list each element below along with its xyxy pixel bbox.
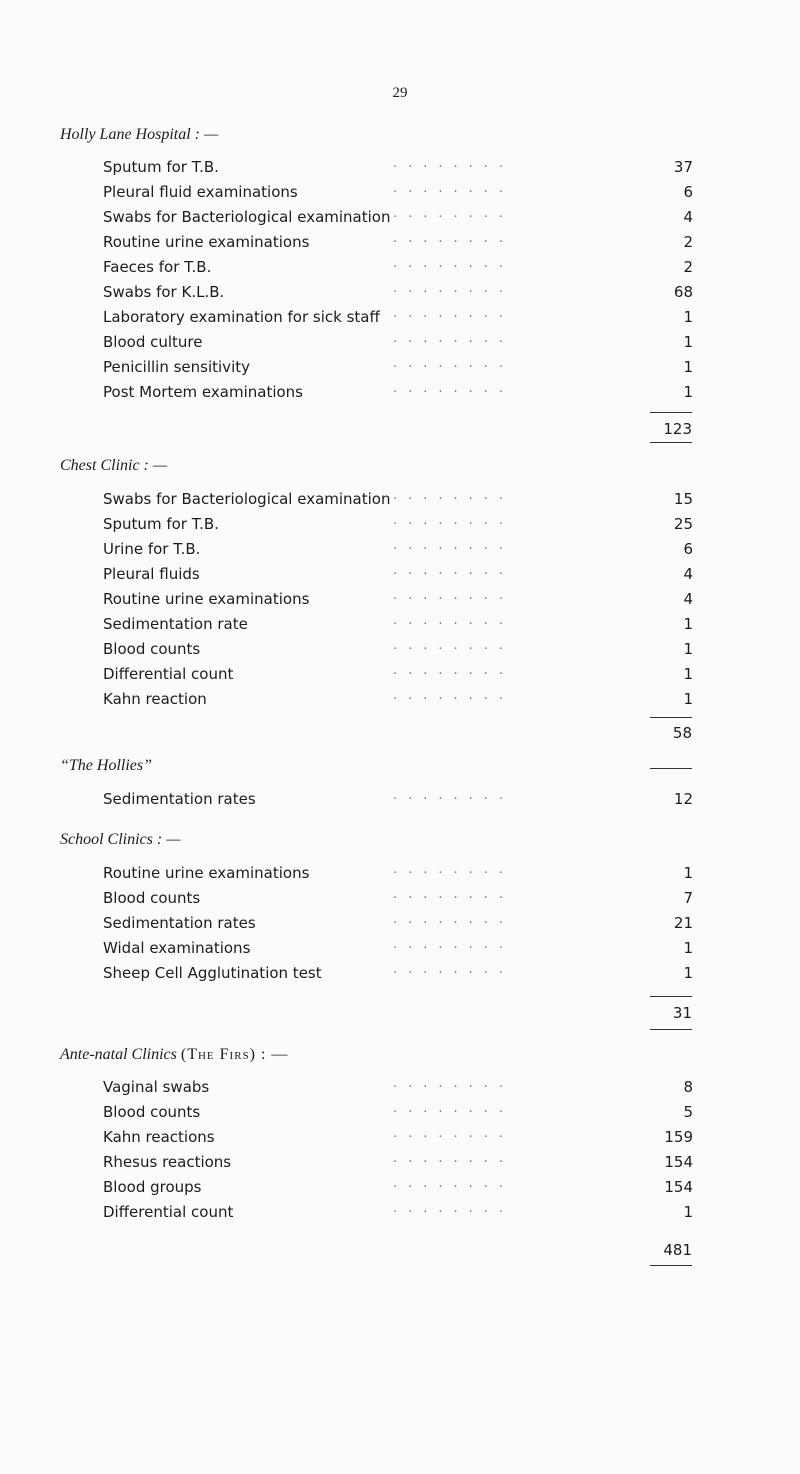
row-value: 1 bbox=[683, 615, 693, 633]
row-label: Swabs for Bacteriological examination bbox=[103, 490, 391, 508]
row-value: 4 bbox=[683, 208, 693, 226]
table-row: Vaginal swabs ........ 8 bbox=[103, 1076, 693, 1096]
section-total: 58 bbox=[672, 724, 692, 742]
total-rule bbox=[650, 768, 692, 769]
row-label: Swabs for Bacteriological examination bbox=[103, 208, 391, 226]
row-label: Sputum for T.B. bbox=[103, 158, 219, 176]
section-heading: Holly Lane Hospital : — bbox=[60, 126, 219, 143]
row-value: 1 bbox=[683, 333, 693, 351]
total-rule bbox=[650, 1029, 692, 1030]
row-label: Sedimentation rates bbox=[103, 790, 256, 808]
row-label: Kahn reactions bbox=[103, 1128, 215, 1146]
row-value: 8 bbox=[683, 1078, 693, 1096]
row-value: 2 bbox=[683, 233, 693, 251]
row-value: 7 bbox=[683, 889, 693, 907]
row-label: Penicillin sensitivity bbox=[103, 358, 250, 376]
row-label: Urine for T.B. bbox=[103, 540, 201, 558]
table-row: Blood counts ........ 5 bbox=[103, 1101, 693, 1121]
total-rule bbox=[650, 1265, 692, 1266]
table-row: Sedimentation rates ........ 12 bbox=[103, 788, 693, 808]
row-value: 5 bbox=[683, 1103, 693, 1121]
row-label: Swabs for K.L.B. bbox=[103, 283, 225, 301]
table-row: Routine urine examinations ........ 1 bbox=[103, 862, 693, 882]
table-row: Blood counts ........ 7 bbox=[103, 887, 693, 907]
table-row: Pleural fluids ........ 4 bbox=[103, 563, 693, 583]
row-label: Pleural fluids bbox=[103, 565, 200, 583]
row-value: 6 bbox=[683, 540, 693, 558]
row-value: 1 bbox=[683, 358, 693, 376]
heading-suffix: (The Firs) : — bbox=[180, 1046, 289, 1063]
row-value: 1 bbox=[683, 665, 693, 683]
table-row: Urine for T.B. ........ 6 bbox=[103, 538, 693, 558]
table-row: Kahn reaction ........ 1 bbox=[103, 688, 693, 708]
table-row: Laboratory examination for sick staff ........ 1 bbox=[103, 306, 693, 326]
row-value: 1 bbox=[683, 640, 693, 658]
table-row: Blood culture ........ 1 bbox=[103, 331, 693, 351]
table-row: Blood counts ........ 1 bbox=[103, 638, 693, 658]
row-value: 37 bbox=[673, 158, 693, 176]
total-rule bbox=[650, 412, 692, 413]
section-total: 123 bbox=[663, 420, 692, 438]
row-label: Sputum for T.B. bbox=[103, 515, 219, 533]
section-heading: “The Hollies” bbox=[60, 757, 153, 774]
table-row: Routine urine examinations ........ 2 bbox=[103, 231, 693, 251]
heading-title: Ante-natal Clinics bbox=[60, 1046, 177, 1063]
table-row: Widal examinations ........ 1 bbox=[103, 937, 693, 957]
row-label: Sedimentation rates bbox=[103, 914, 256, 932]
table-row: Sheep Cell Agglutination test ........ 1 bbox=[103, 962, 693, 982]
row-value: 4 bbox=[683, 590, 693, 608]
table-row: Swabs for Bacteriological examination ........ 15 bbox=[103, 488, 693, 508]
row-label: Differential count bbox=[103, 1203, 234, 1221]
row-label: Differential count bbox=[103, 665, 234, 683]
table-row: Rhesus reactions ........ 154 bbox=[103, 1151, 693, 1171]
row-value: 1 bbox=[683, 690, 693, 708]
row-value: 6 bbox=[683, 183, 693, 201]
table-row: Sputum for T.B. ........ 25 bbox=[103, 513, 693, 533]
row-label: Blood culture bbox=[103, 333, 203, 351]
table-row: Routine urine examinations ........ 4 bbox=[103, 588, 693, 608]
row-value: 1 bbox=[683, 939, 693, 957]
table-row: Sedimentation rate ........ 1 bbox=[103, 613, 693, 633]
table-row: Sedimentation rates ........ 21 bbox=[103, 912, 693, 932]
row-value: 25 bbox=[673, 515, 693, 533]
row-label: Widal examinations bbox=[103, 939, 251, 957]
section-heading bbox=[60, 1046, 288, 1064]
row-value: 1 bbox=[683, 964, 693, 982]
row-label: Rhesus reactions bbox=[103, 1153, 232, 1171]
row-value: 2 bbox=[683, 258, 693, 276]
total-rule bbox=[650, 996, 692, 997]
row-value: 154 bbox=[664, 1178, 693, 1196]
section-total: 31 bbox=[672, 1004, 692, 1022]
row-value: 1 bbox=[683, 864, 693, 882]
row-label: Blood counts bbox=[103, 889, 201, 907]
row-label: Blood counts bbox=[103, 640, 201, 658]
table-row: Swabs for K.L.B. ........ 68 bbox=[103, 281, 693, 301]
section-heading: School Clinics : — bbox=[60, 831, 181, 848]
row-value: 15 bbox=[673, 490, 693, 508]
row-label: Routine urine examinations bbox=[103, 590, 310, 608]
row-label: Pleural fluid examinations bbox=[103, 183, 298, 201]
row-value: 154 bbox=[664, 1153, 693, 1171]
row-value: 4 bbox=[683, 565, 693, 583]
section-total: 481 bbox=[663, 1241, 692, 1259]
table-row: Differential count ........ 1 bbox=[103, 1201, 693, 1221]
table-row: Penicillin sensitivity ........ 1 bbox=[103, 356, 693, 376]
table-row: Sputum for T.B. ........ 37 bbox=[103, 156, 693, 176]
total-rule bbox=[650, 717, 692, 718]
row-value: 12 bbox=[673, 790, 693, 808]
table-row: Post Mortem examinations ........ 1 bbox=[103, 381, 693, 401]
row-label: Routine urine examinations bbox=[103, 864, 310, 882]
row-value: 1 bbox=[683, 1203, 693, 1221]
section-heading: Chest Clinic : — bbox=[60, 457, 168, 474]
row-label: Vaginal swabs bbox=[103, 1078, 210, 1096]
row-label: Sedimentation rate bbox=[103, 615, 248, 633]
table-row: Faeces for T.B. ........ 2 bbox=[103, 256, 693, 276]
row-label: Laboratory examination for sick staff bbox=[103, 308, 380, 326]
total-rule bbox=[650, 442, 692, 443]
row-value: 68 bbox=[673, 283, 693, 301]
row-label: Kahn reaction bbox=[103, 690, 207, 708]
row-value: 159 bbox=[664, 1128, 693, 1146]
row-value: 1 bbox=[683, 383, 693, 401]
page-number: 29 bbox=[392, 85, 408, 101]
table-row: Differential count ........ 1 bbox=[103, 663, 693, 683]
table-row: Swabs for Bacteriological examination ........ 4 bbox=[103, 206, 693, 226]
row-label: Routine urine examinations bbox=[103, 233, 310, 251]
row-label: Faeces for T.B. bbox=[103, 258, 212, 276]
table-row: Kahn reactions ........ 159 bbox=[103, 1126, 693, 1146]
row-value: 21 bbox=[673, 914, 693, 932]
row-label: Post Mortem examinations bbox=[103, 383, 303, 401]
row-label: Blood groups bbox=[103, 1178, 202, 1196]
table-row: Pleural fluid examinations ........ 6 bbox=[103, 181, 693, 201]
row-label: Blood counts bbox=[103, 1103, 201, 1121]
table-row: Blood groups ........ 154 bbox=[103, 1176, 693, 1196]
row-label: Sheep Cell Agglutination test bbox=[103, 964, 322, 982]
row-value: 1 bbox=[683, 308, 693, 326]
